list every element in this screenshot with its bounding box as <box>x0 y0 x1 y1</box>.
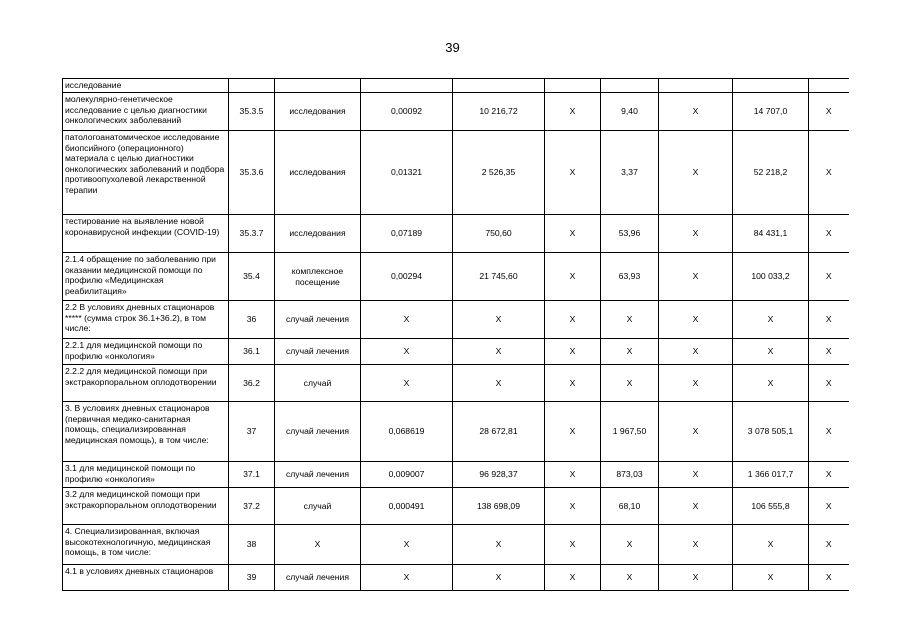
value-cell: 68,10 <box>601 488 659 525</box>
row-name-cell: исследование <box>63 79 229 93</box>
value-cell: 21 745,60 <box>453 253 545 301</box>
table-row <box>63 301 849 339</box>
value-cell: Х <box>453 365 545 402</box>
value-cell: Х <box>545 565 601 591</box>
row-unit-cell: комплексное посещение <box>275 253 361 301</box>
row-code-cell: 35.3.6 <box>229 131 275 215</box>
value-cell: Х <box>733 339 809 365</box>
value-cell: 28 672,81 <box>453 402 545 462</box>
row-name-cell: 2.2.2 для медицинской помощи при экстракорпоральном оплодотворении <box>63 365 229 402</box>
value-cell: 10 216,72 <box>453 93 545 131</box>
value-cell: Х <box>453 339 545 365</box>
table-row <box>63 402 849 462</box>
value-cell: Х <box>545 488 601 525</box>
value-cell: Х <box>545 525 601 565</box>
value-cell: Х <box>809 215 849 253</box>
value-cell: 2 526,35 <box>453 131 545 215</box>
value-cell: Х <box>809 402 849 462</box>
value-cell <box>453 79 545 93</box>
value-cell: Х <box>601 525 659 565</box>
row-name-cell: 4.1 в условиях дневных стационаров <box>63 565 229 591</box>
row-unit-cell: случай лечения <box>275 462 361 488</box>
page-number: 39 <box>445 40 460 55</box>
row-name-cell: тестирование на выявление новой коронавирусной инфекции (COVID-19) <box>63 215 229 253</box>
row-name-cell: 4. Специализированная, включая высокотехнологичную, медицинская помощь, в том числе: <box>63 525 229 565</box>
row-unit-cell: случай лечения <box>275 301 361 339</box>
value-cell: Х <box>809 339 849 365</box>
value-cell: 0,01321 <box>361 131 453 215</box>
value-cell: 1 366 017,7 <box>733 462 809 488</box>
value-cell: Х <box>809 131 849 215</box>
value-cell: Х <box>545 215 601 253</box>
row-name-cell: 3.2 для медицинской помощи при экстракорпоральном оплодотворении <box>63 488 229 525</box>
row-unit-cell: исследования <box>275 215 361 253</box>
value-cell: 100 033,2 <box>733 253 809 301</box>
row-unit-cell: случай <box>275 365 361 402</box>
value-cell: Х <box>545 365 601 402</box>
value-cell: Х <box>809 462 849 488</box>
value-cell: Х <box>809 93 849 131</box>
row-name-cell: 2.2 В условиях дневных стационаров ***** (сумма строк 36.1+36.2), в том числе: <box>63 301 229 339</box>
value-cell: Х <box>809 301 849 339</box>
value-cell: Х <box>361 365 453 402</box>
value-cell: 0,009007 <box>361 462 453 488</box>
value-cell: Х <box>659 253 733 301</box>
value-cell: 3 078 505,1 <box>733 402 809 462</box>
value-cell: Х <box>659 565 733 591</box>
value-cell: 873,03 <box>601 462 659 488</box>
row-unit-cell: случай лечения <box>275 339 361 365</box>
value-cell: Х <box>545 402 601 462</box>
value-cell: 138 698,09 <box>453 488 545 525</box>
value-cell: Х <box>659 525 733 565</box>
row-code-cell <box>229 79 275 93</box>
value-cell: 84 431,1 <box>733 215 809 253</box>
row-code-cell: 37.2 <box>229 488 275 525</box>
value-cell: Х <box>361 565 453 591</box>
value-cell: 0,07189 <box>361 215 453 253</box>
table-row <box>63 131 849 215</box>
table-row <box>63 339 849 365</box>
row-name-cell: молекулярно-генетическое исследование с целью диагностики онкологических заболеваний <box>63 93 229 131</box>
value-cell: Х <box>545 301 601 339</box>
value-cell: Х <box>733 525 809 565</box>
row-unit-cell: исследования <box>275 131 361 215</box>
row-unit-cell: исследования <box>275 93 361 131</box>
value-cell: Х <box>659 462 733 488</box>
value-cell: Х <box>809 365 849 402</box>
value-cell: Х <box>361 339 453 365</box>
value-cell: Х <box>601 301 659 339</box>
row-code-cell: 36.1 <box>229 339 275 365</box>
value-cell: Х <box>809 565 849 591</box>
value-cell: 1 967,50 <box>601 402 659 462</box>
table-row <box>63 93 849 131</box>
value-cell: Х <box>361 301 453 339</box>
table-row <box>63 488 849 525</box>
value-cell: Х <box>809 488 849 525</box>
row-code-cell: 35.3.5 <box>229 93 275 131</box>
value-cell: 0,00294 <box>361 253 453 301</box>
value-cell: Х <box>809 253 849 301</box>
value-cell: 0,068619 <box>361 402 453 462</box>
row-code-cell: 35.3.7 <box>229 215 275 253</box>
value-cell: Х <box>659 488 733 525</box>
row-unit-cell: случай лечения <box>275 565 361 591</box>
value-cell: 106 555,8 <box>733 488 809 525</box>
value-cell <box>545 79 601 93</box>
value-cell <box>601 79 659 93</box>
value-cell: 750,60 <box>453 215 545 253</box>
value-cell: Х <box>545 131 601 215</box>
value-cell: Х <box>659 131 733 215</box>
value-cell: Х <box>659 301 733 339</box>
table-row <box>63 253 849 301</box>
value-cell: Х <box>659 339 733 365</box>
value-cell: Х <box>601 565 659 591</box>
value-cell: Х <box>545 339 601 365</box>
row-code-cell: 36 <box>229 301 275 339</box>
value-cell: Х <box>733 301 809 339</box>
table-row <box>63 79 849 93</box>
value-cell <box>733 79 809 93</box>
value-cell: Х <box>659 215 733 253</box>
value-cell: Х <box>733 565 809 591</box>
table-row <box>63 215 849 253</box>
value-cell: Х <box>545 253 601 301</box>
value-cell: 3,37 <box>601 131 659 215</box>
table-row <box>63 565 849 591</box>
value-cell: Х <box>809 525 849 565</box>
value-cell: Х <box>659 402 733 462</box>
value-cell: 0,00092 <box>361 93 453 131</box>
table-row <box>63 525 849 565</box>
value-cell <box>809 79 849 93</box>
value-cell: Х <box>545 93 601 131</box>
row-unit-cell: случай лечения <box>275 402 361 462</box>
row-code-cell: 35.4 <box>229 253 275 301</box>
row-name-cell: 2.1.4 обращение по заболеванию при оказании медицинской помощи по профилю «Медицинская реабилитация» <box>63 253 229 301</box>
value-cell: Х <box>659 365 733 402</box>
value-cell: 14 707,0 <box>733 93 809 131</box>
table-row <box>63 365 849 402</box>
value-cell: 52 218,2 <box>733 131 809 215</box>
table-row <box>63 462 849 488</box>
value-cell: Х <box>545 462 601 488</box>
row-code-cell: 39 <box>229 565 275 591</box>
value-cell: Х <box>601 339 659 365</box>
value-cell: Х <box>361 525 453 565</box>
value-cell: 63,93 <box>601 253 659 301</box>
row-code-cell: 37 <box>229 402 275 462</box>
row-name-cell: 3.1 для медицинской помощи по профилю «онкология» <box>63 462 229 488</box>
value-cell: Х <box>453 525 545 565</box>
value-cell: Х <box>733 365 809 402</box>
value-cell: 96 928,37 <box>453 462 545 488</box>
row-unit-cell: случай <box>275 488 361 525</box>
value-cell: Х <box>601 365 659 402</box>
row-unit-cell <box>275 79 361 93</box>
row-code-cell: 36.2 <box>229 365 275 402</box>
value-cell: Х <box>453 565 545 591</box>
row-unit-cell: Х <box>275 525 361 565</box>
value-cell <box>361 79 453 93</box>
value-cell: 0,000491 <box>361 488 453 525</box>
row-name-cell: 3. В условиях дневных стационаров (первичная медико-санитарная помощь, специализированная медицинская помощь), в том числе: <box>63 402 229 462</box>
value-cell: Х <box>659 93 733 131</box>
row-code-cell: 38 <box>229 525 275 565</box>
value-cell: Х <box>453 301 545 339</box>
row-name-cell: 2.2.1 для медицинской помощи по профилю «онкология» <box>63 339 229 365</box>
value-cell: 53,96 <box>601 215 659 253</box>
row-code-cell: 37.1 <box>229 462 275 488</box>
row-name-cell: патологоанатомическое исследование биопсийного (операционного) материала с целью диагностики онкологических заболеваний и подбора противоопухолевой лекарственной терапии <box>63 131 229 215</box>
financing-table <box>62 78 849 591</box>
value-cell <box>659 79 733 93</box>
value-cell: 9,40 <box>601 93 659 131</box>
